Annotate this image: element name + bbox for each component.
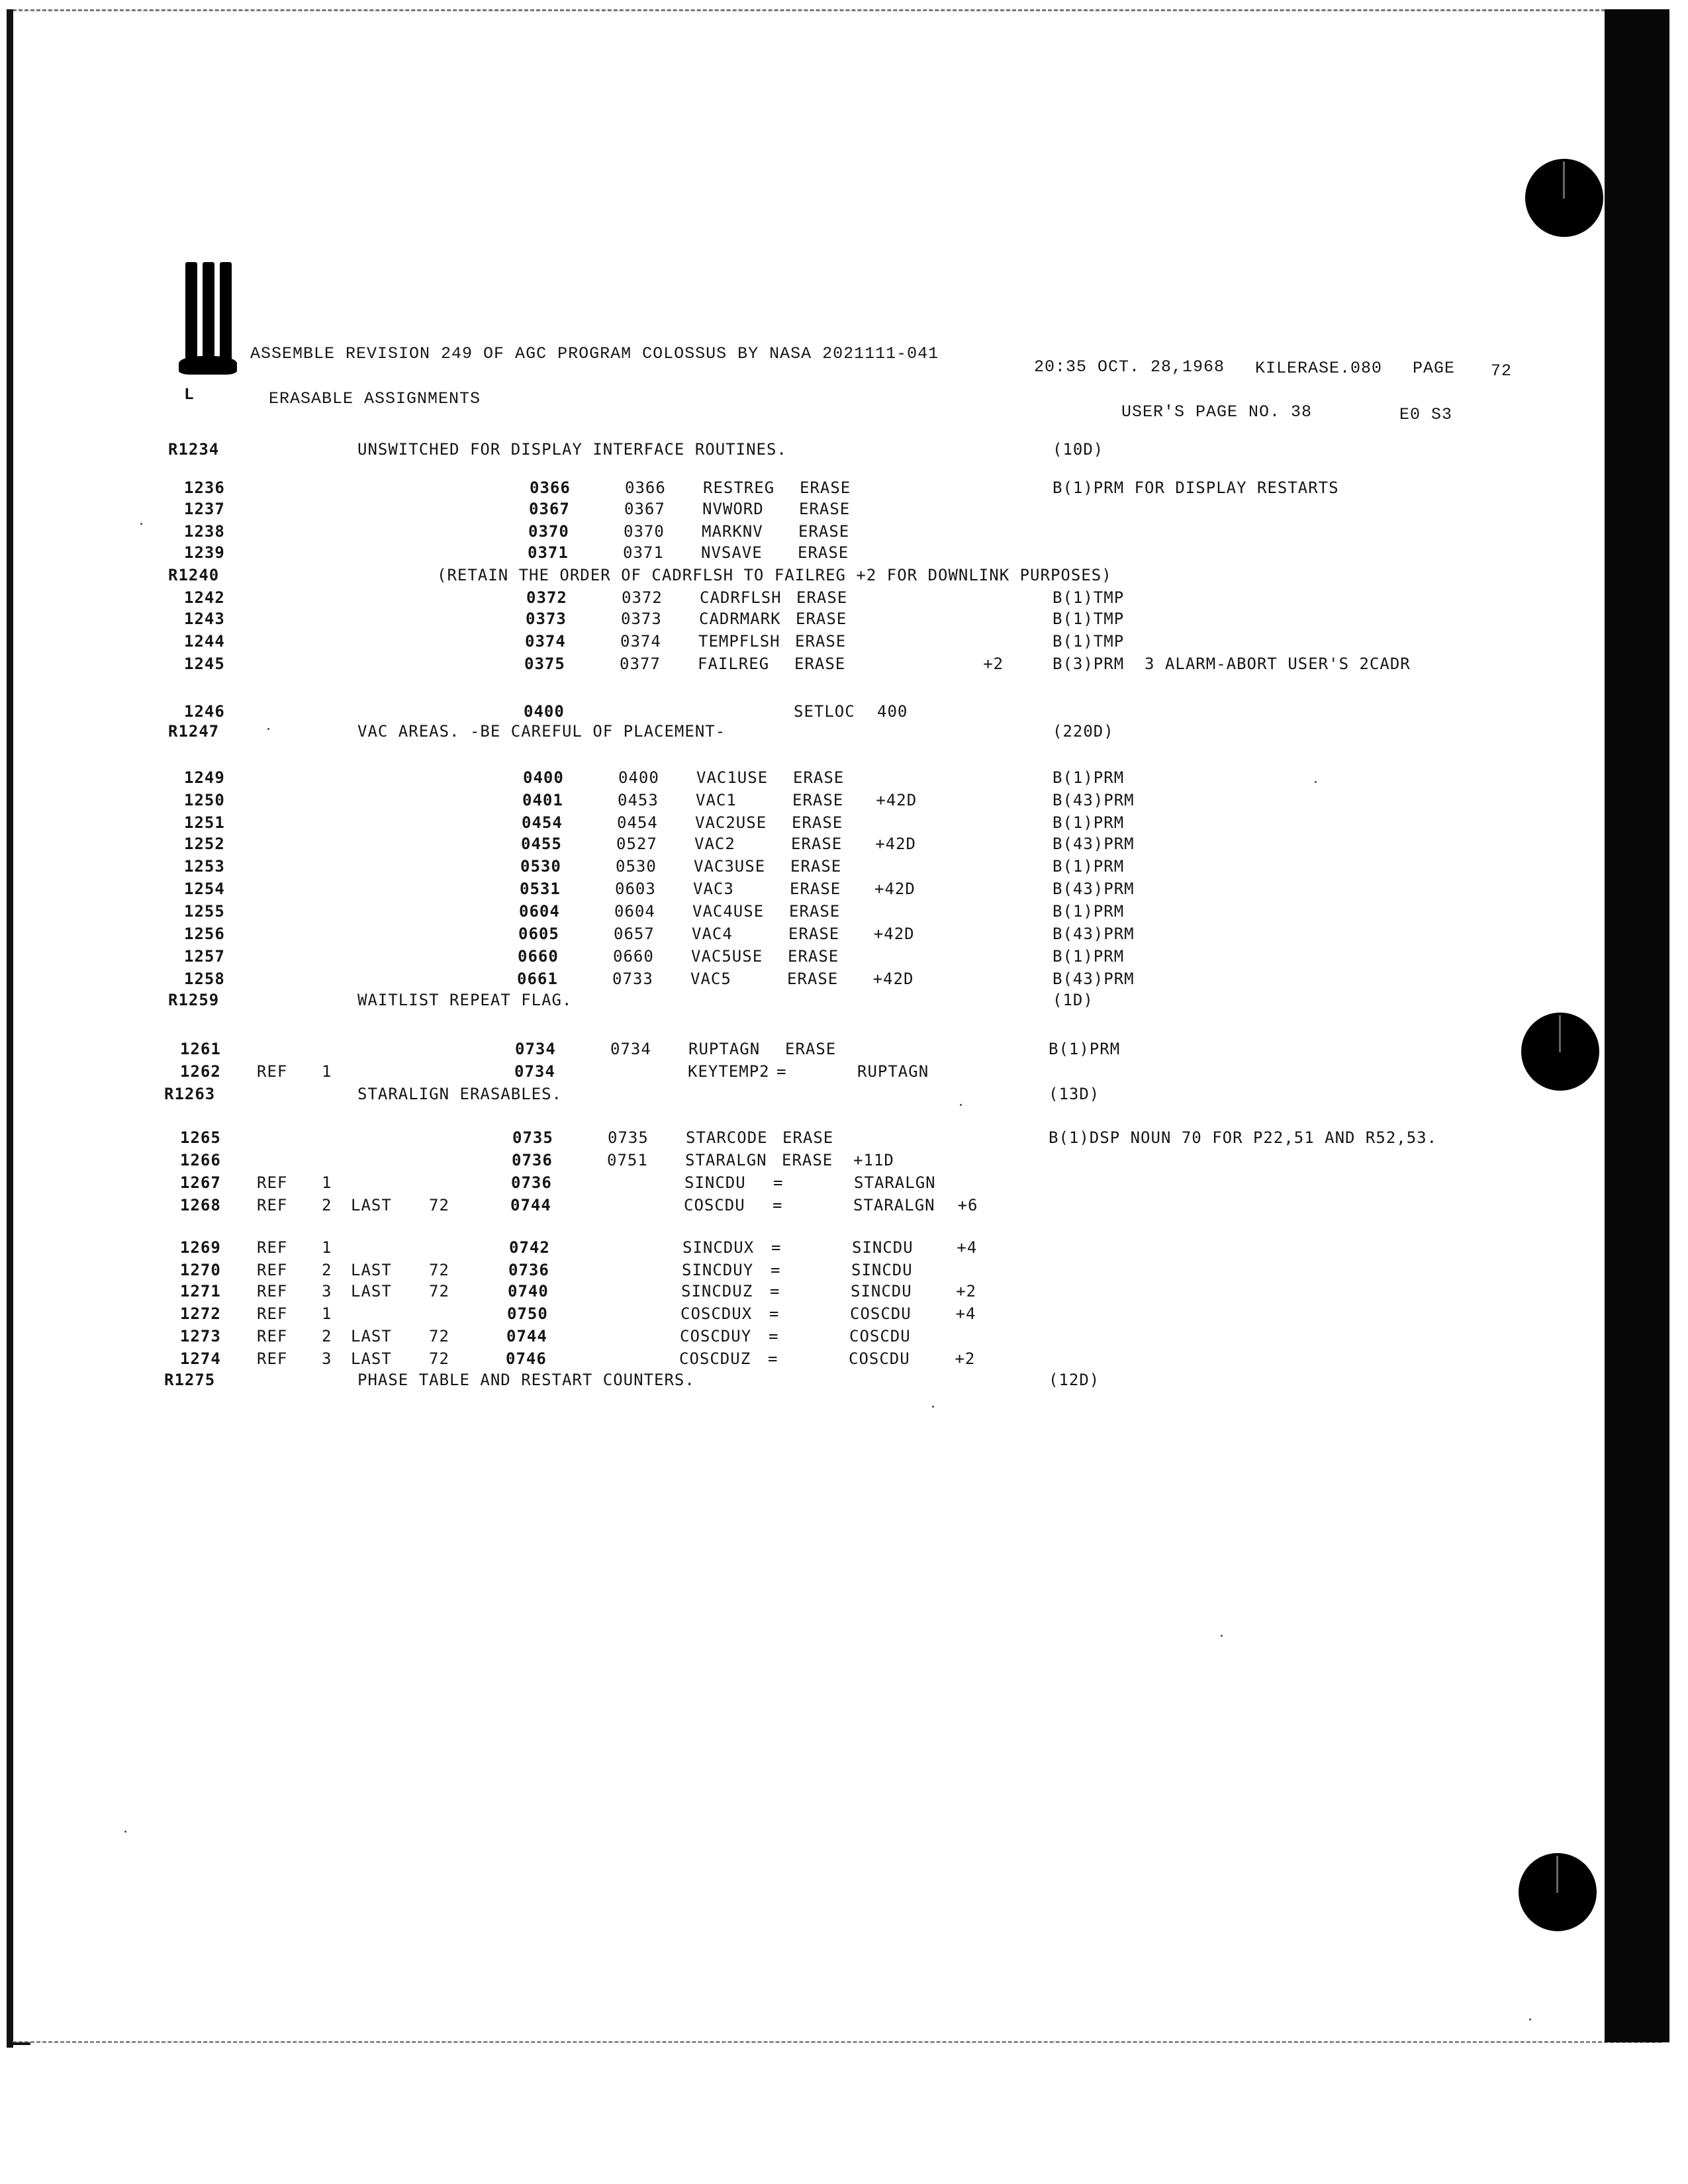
opcode: ERASE [790, 857, 842, 876]
scan-left-edge [7, 9, 13, 2048]
operand: STARALGN [854, 1173, 936, 1192]
annotation: (220D) [1053, 722, 1114, 741]
line-number: 1238 [184, 522, 225, 541]
symbol-name: VAC5 [690, 970, 731, 988]
operand: COSCDU [849, 1349, 910, 1368]
annotation: (1D) [1053, 991, 1094, 1009]
ref-flag: REF [257, 1173, 288, 1192]
address-end: 0660 [613, 947, 654, 966]
address-location: 0531 [520, 880, 561, 898]
line-number: 1265 [180, 1128, 221, 1147]
opcode: = [776, 1062, 787, 1081]
symbol-name: CADRMARK [699, 610, 781, 628]
symbol-name: FAILREG [698, 655, 770, 673]
listing-datetime: 20:35 OCT. 28,1968 [1034, 357, 1225, 377]
comment-text: (RETAIN THE ORDER OF CADRFLSH TO FAILREG +2 FOR DOWNLINK PURPOSES) [437, 566, 1112, 584]
annotation: B(43)PRM [1053, 880, 1135, 898]
line-number: 1266 [180, 1151, 221, 1169]
address-location: 0370 [528, 522, 569, 541]
address-location: 0605 [518, 925, 559, 943]
line-number: 1244 [184, 632, 225, 651]
symbol-name: RUPTAGN [688, 1040, 761, 1058]
listing-file: KILERASE.080 [1255, 359, 1383, 378]
symbol-name: CADRFLSH [700, 588, 782, 607]
scan-right-edge [1605, 9, 1669, 2042]
symbol-name: COSCDU [684, 1196, 745, 1214]
address-end: 0454 [617, 813, 658, 832]
ref-flag: REF [257, 1261, 288, 1279]
section-title: ERASABLE ASSIGNMENTS [269, 389, 481, 408]
address-location: 0400 [524, 702, 565, 721]
address-end: 0372 [622, 588, 663, 607]
last-flag: LAST [351, 1196, 392, 1214]
line-number: 1272 [180, 1304, 221, 1323]
operand: STARALGN [853, 1196, 935, 1214]
annotation: B(1)PRM [1053, 768, 1125, 787]
symbol-name: RESTREG [703, 478, 775, 497]
opcode: ERASE [787, 970, 839, 988]
symbol-name: COSCDUX [680, 1304, 753, 1323]
symbol-name: VAC2 [694, 835, 735, 853]
page-label: PAGE [1413, 359, 1456, 378]
opcode: ERASE [798, 543, 849, 562]
annotation: B(1)TMP [1053, 610, 1125, 628]
opcode: ERASE [796, 610, 847, 628]
address-end: 0751 [607, 1151, 648, 1169]
line-number: 1268 [180, 1196, 221, 1214]
symbol-name: SINCDUZ [681, 1282, 753, 1300]
operand: RUPTAGN [857, 1062, 929, 1081]
operand-modifier: +6 [957, 1196, 978, 1214]
opcode: = [771, 1238, 782, 1257]
ref-flag: REF [257, 1304, 288, 1323]
line-number: R1263 [164, 1085, 216, 1103]
scan-speck [932, 1406, 934, 1408]
annotation: B(1)PRM [1053, 813, 1125, 832]
opcode: ERASE [788, 925, 840, 943]
symbol-name: VAC1 [696, 791, 737, 809]
operand: COSCDU [849, 1327, 911, 1345]
symbol-name: VAC2USE [695, 813, 767, 832]
line-number: 1274 [180, 1349, 221, 1368]
line-number: 1239 [184, 543, 225, 562]
ref-count: 1 [322, 1173, 332, 1192]
comment-text: STARALIGN ERASABLES. [357, 1085, 562, 1103]
line-number: 1256 [184, 925, 225, 943]
ref-flag: REF [257, 1196, 288, 1214]
opcode: ERASE [782, 1151, 833, 1169]
operand-modifier: +42D [875, 835, 916, 853]
line-number: R1247 [168, 722, 220, 741]
line-number: 1242 [184, 588, 225, 607]
opcode: = [771, 1261, 781, 1279]
ref-flag: REF [257, 1062, 288, 1081]
operand: SINCDU [852, 1238, 914, 1257]
last-flag: LAST [351, 1349, 392, 1368]
annotation: B(1)PRM [1053, 902, 1125, 921]
address-location: 0734 [515, 1040, 556, 1058]
scan-speck [124, 1831, 126, 1833]
opcode: = [770, 1282, 780, 1300]
address-location: 0374 [525, 632, 566, 651]
line-number: 1267 [180, 1173, 221, 1192]
line-number: 1255 [184, 902, 225, 921]
address-end: 0733 [612, 970, 653, 988]
scan-speck [1315, 781, 1317, 783]
symbol-name: COSCDUZ [679, 1349, 751, 1368]
address-location: 0660 [518, 947, 559, 966]
address-location: 0455 [521, 835, 562, 853]
line-number: R1240 [168, 566, 220, 584]
operand-modifier: +42D [872, 970, 914, 988]
opcode: = [769, 1327, 779, 1345]
ref-count: 1 [322, 1304, 332, 1323]
scan-bottom-edge [7, 2041, 1662, 2043]
operand-modifier: +42D [874, 880, 915, 898]
annotation: B(1)PRM [1053, 857, 1125, 876]
symbol-name: VAC4 [692, 925, 733, 943]
opcode: ERASE [792, 791, 844, 809]
address-location: 0734 [514, 1062, 555, 1081]
address-location: 0371 [528, 543, 569, 562]
symbol-name: SINCDUY [682, 1261, 754, 1279]
operand-modifier: +4 [957, 1238, 978, 1257]
address-location: 0401 [522, 791, 563, 809]
opcode: ERASE [788, 947, 839, 966]
line-number: 1273 [180, 1327, 221, 1345]
scan-speck [267, 728, 269, 730]
ref-count: 2 [322, 1196, 332, 1214]
symbol-name: VAC3 [693, 880, 734, 898]
line-number: 1251 [184, 813, 225, 832]
line-number: 1254 [184, 880, 225, 898]
address-location: 0400 [523, 768, 564, 787]
address-location: 0744 [506, 1327, 547, 1345]
line-number: 1252 [184, 835, 225, 853]
line-number: 1253 [184, 857, 225, 876]
annotation: (10D) [1053, 440, 1104, 459]
symbol-name: STARALGN [685, 1151, 767, 1169]
page-number: 72 [1491, 361, 1513, 381]
address-location: 0746 [506, 1349, 547, 1368]
address-end: 0657 [614, 925, 655, 943]
ref-count: 2 [322, 1327, 332, 1345]
address-location: 0604 [519, 902, 560, 921]
address-location: 0736 [511, 1173, 552, 1192]
line-number: 1271 [180, 1282, 221, 1300]
annotation: B(43)PRM [1053, 835, 1135, 853]
ref-flag: REF [257, 1349, 288, 1368]
address-end: 0367 [624, 500, 665, 518]
line-number: 1269 [180, 1238, 221, 1257]
last-page: 72 [429, 1327, 449, 1345]
last-flag: LAST [351, 1261, 392, 1279]
opcode: ERASE [789, 902, 841, 921]
address-end: 0453 [618, 791, 659, 809]
ref-count: 3 [322, 1282, 332, 1300]
last-page: 72 [429, 1196, 449, 1214]
address-location: 0366 [530, 478, 571, 497]
line-number: 1250 [184, 791, 225, 809]
opcode: ERASE [800, 478, 851, 497]
address-location: 0372 [526, 588, 567, 607]
listing-title: ASSEMBLE REVISION 249 OF AGC PROGRAM COLOSSUS BY NASA 2021111-041 [250, 344, 939, 363]
line-number: 1237 [184, 500, 225, 518]
scan-speck [140, 523, 142, 525]
opcode: ERASE [792, 813, 843, 832]
opcode: ERASE [795, 632, 847, 651]
operand: SINCDU [851, 1261, 913, 1279]
annotation: B(1)DSP NOUN 70 FOR P22,51 AND R52,53. [1049, 1128, 1438, 1147]
address-location: 0742 [509, 1238, 550, 1257]
opcode: SETLOC [794, 702, 855, 721]
annotation: (13D) [1049, 1085, 1100, 1103]
symbol-name: NVSAVE [701, 543, 763, 562]
section-letter: L [184, 385, 195, 404]
address-location: 0736 [512, 1151, 553, 1169]
last-flag: LAST [351, 1327, 392, 1345]
annotation: B(43)PRM [1053, 970, 1135, 988]
ref-flag: REF [257, 1327, 288, 1345]
line-number: 1257 [184, 947, 225, 966]
line-number: 1246 [184, 702, 225, 721]
symbol-name: VAC5USE [691, 947, 763, 966]
annotation: B(43)PRM [1053, 925, 1135, 943]
address-location: 0736 [508, 1261, 549, 1279]
symbol-name: SINCDU [684, 1173, 746, 1192]
line-number: R1275 [164, 1371, 216, 1389]
opcode: ERASE [790, 880, 841, 898]
scan-top-edge [7, 9, 1605, 11]
opcode: ERASE [796, 588, 848, 607]
line-number: 1258 [184, 970, 225, 988]
annotation: B(1)TMP [1053, 588, 1125, 607]
operand: SINCDU [851, 1282, 912, 1300]
symbol-name: VAC1USE [696, 768, 769, 787]
address-end: 0366 [625, 478, 666, 497]
symbol-name: NVWORD [702, 500, 764, 518]
ref-count: 1 [322, 1238, 332, 1257]
scan-speck [1529, 2019, 1531, 2021]
opcode: ERASE [794, 655, 846, 673]
opcode: = [768, 1349, 778, 1368]
address-location: 0367 [529, 500, 570, 518]
address-end: 0370 [624, 522, 665, 541]
symbol-name: TEMPFLSH [698, 632, 780, 651]
annotation: B(1)PRM FOR DISPLAY RESTARTS [1053, 478, 1339, 497]
opcode: ERASE [793, 768, 845, 787]
symbol-name: MARKNV [702, 522, 763, 541]
scan-corner [7, 2025, 30, 2045]
opcode: ERASE [799, 500, 851, 518]
address-end: 0604 [614, 902, 655, 921]
punch-hole-middle [1521, 1013, 1599, 1091]
address-location: 0735 [512, 1128, 553, 1147]
operand: 400 [877, 702, 908, 721]
line-number: 1236 [184, 478, 225, 497]
address-end: 0603 [615, 880, 656, 898]
last-flag: LAST [351, 1282, 392, 1300]
address-location: 0530 [520, 857, 561, 876]
operand-modifier: +42D [873, 925, 915, 943]
symbol-name: VAC3USE [694, 857, 766, 876]
last-page: 72 [429, 1349, 449, 1368]
comment-text: UNSWITCHED FOR DISPLAY INTERFACE ROUTINES. [357, 440, 787, 459]
comment-text: PHASE TABLE AND RESTART COUNTERS. [357, 1371, 695, 1389]
comment-text: WAITLIST REPEAT FLAG. [357, 991, 573, 1009]
symbol-name: VAC4USE [692, 902, 765, 921]
symbol-name: SINCDUX [682, 1238, 755, 1257]
annotation: B(1)PRM [1053, 947, 1125, 966]
opcode: = [773, 1196, 783, 1214]
line-number: 1262 [180, 1062, 221, 1081]
line-number: 1243 [184, 610, 225, 628]
opcode: ERASE [791, 835, 843, 853]
last-page: 72 [429, 1261, 449, 1279]
address-location: 0454 [522, 813, 563, 832]
ref-flag: REF [257, 1238, 288, 1257]
address-end: 0400 [618, 768, 659, 787]
symbol-name: STARCODE [686, 1128, 768, 1147]
operand-modifier: +4 [955, 1304, 976, 1323]
address-end: 0527 [616, 835, 657, 853]
opcode: ERASE [798, 522, 850, 541]
address-end: 0377 [620, 655, 661, 673]
ref-count: 3 [322, 1349, 332, 1368]
symbol-name: KEYTEMP2 [688, 1062, 770, 1081]
opcode: ERASE [785, 1040, 837, 1058]
ref-count: 1 [322, 1062, 332, 1081]
address-location: 0373 [526, 610, 567, 628]
line-number: 1245 [184, 655, 225, 673]
operand-modifier: +2 [955, 1349, 976, 1368]
operand: +11D [853, 1151, 894, 1169]
operand-modifier: +2 [956, 1282, 977, 1300]
address-location: 0744 [510, 1196, 551, 1214]
line-number: 1249 [184, 768, 225, 787]
punch-hole-bottom [1519, 1853, 1597, 1931]
operand-modifier: +42D [876, 791, 917, 809]
address-end: 0371 [623, 543, 664, 562]
annotation: B(3)PRM 3 ALARM-ABORT USER'S 2CADR [1053, 655, 1411, 673]
last-page: 72 [429, 1282, 449, 1300]
section-code: E0 S3 [1399, 405, 1453, 424]
scan-speck [1221, 1635, 1223, 1637]
annotation: B(1)PRM [1049, 1040, 1121, 1058]
address-end: 0373 [621, 610, 662, 628]
symbol-name: COSCDUY [680, 1327, 752, 1345]
address-location: 0375 [524, 655, 565, 673]
address-end: 0530 [616, 857, 657, 876]
scan-speck [960, 1104, 962, 1106]
address-end: 0734 [610, 1040, 651, 1058]
line-number: 1261 [180, 1040, 221, 1058]
binder-clip-mark [179, 262, 240, 375]
punch-hole-top [1525, 159, 1603, 237]
line-number: 1270 [180, 1261, 221, 1279]
users-page-number: USER'S PAGE NO. 38 [1121, 402, 1313, 422]
comment-text: VAC AREAS. -BE CAREFUL OF PLACEMENT- [357, 722, 726, 741]
line-number: R1234 [168, 440, 220, 459]
address-end: 0374 [620, 632, 661, 651]
address-location: 0750 [507, 1304, 548, 1323]
opcode: = [769, 1304, 780, 1323]
annotation: B(1)TMP [1053, 632, 1125, 651]
opcode: ERASE [782, 1128, 834, 1147]
annotation: B(43)PRM [1053, 791, 1135, 809]
address-location: 0740 [508, 1282, 549, 1300]
line-number: R1259 [168, 991, 220, 1009]
operand-modifier: +2 [983, 655, 1004, 673]
operand: COSCDU [850, 1304, 912, 1323]
ref-count: 2 [322, 1261, 332, 1279]
address-location: 0661 [517, 970, 558, 988]
opcode: = [773, 1173, 784, 1192]
address-end: 0735 [608, 1128, 649, 1147]
annotation: (12D) [1049, 1371, 1100, 1389]
ref-flag: REF [257, 1282, 288, 1300]
